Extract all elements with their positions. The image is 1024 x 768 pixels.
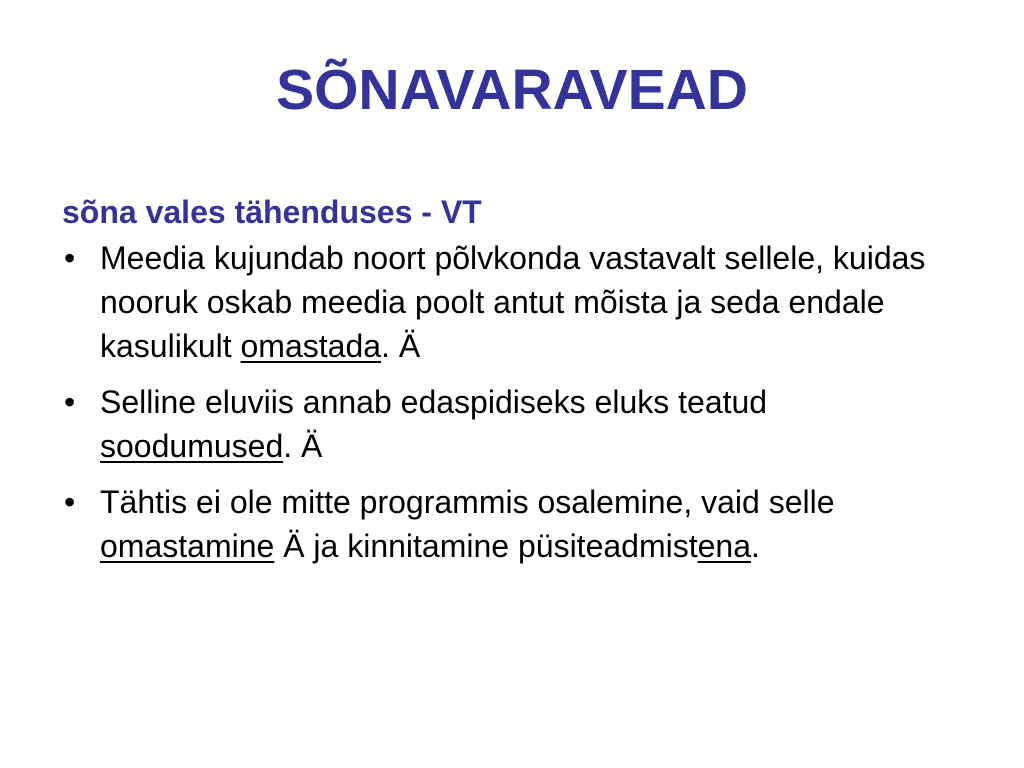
bullet-list [62, 236, 962, 568]
underlined-suffix: ena [697, 528, 751, 564]
bullet-text: Ä ja kinnitamine püsiteadmist [274, 528, 698, 564]
subheading: sõna vales tähenduses - VT [62, 194, 482, 230]
slide-title: SÕNAVARAVEAD [276, 58, 748, 122]
bullet-text: Tähtis ei ole mitte programmis osalemine, vaid selle [100, 484, 835, 520]
bullet-text: . Ä [381, 328, 421, 364]
underlined-word: soodumused [100, 428, 284, 464]
bullet-text: . [751, 528, 760, 564]
bullet-icon: • [64, 384, 76, 420]
slide-content [62, 190, 962, 580]
bullet-item-1 [62, 236, 962, 368]
bullet-icon: • [64, 484, 76, 520]
bullet-item-2 [62, 380, 962, 468]
bullet-item-3 [62, 480, 962, 568]
bullet-text: Selline eluviis annab edaspidiseks eluks teatud [100, 384, 768, 420]
bullet-icon: • [64, 240, 76, 276]
bullet-text: . Ä [283, 428, 323, 464]
underlined-word: omastamine [100, 528, 275, 564]
bullet-text: Meedia kujundab noort põlvkonda vastavalt sellele, kuidas nooruk oskab meedia poolt antut mõista ja seda endale kasulikult [100, 240, 926, 364]
underlined-word: omastada [240, 328, 382, 364]
